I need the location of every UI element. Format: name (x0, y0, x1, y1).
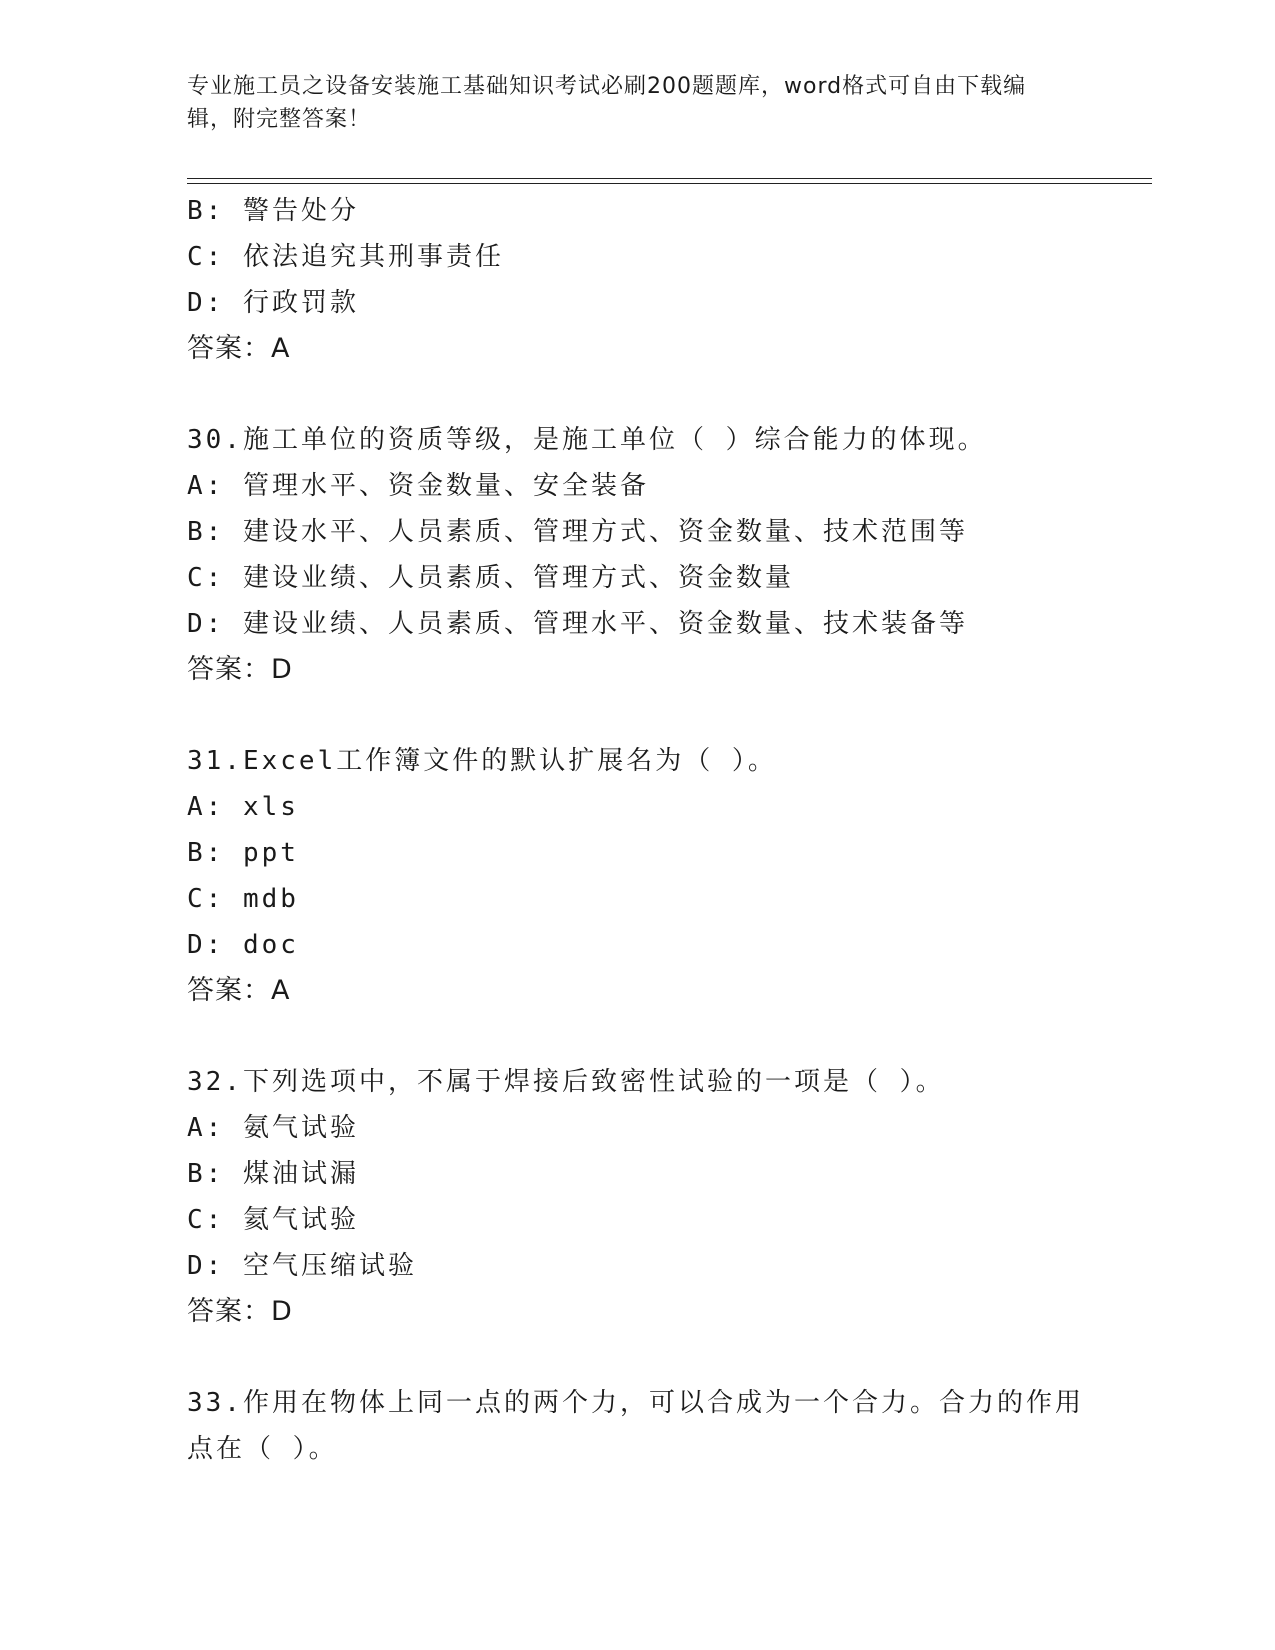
question-list (187, 188, 1147, 1472)
option-d: D: 行政罚款 (187, 288, 359, 318)
option-c: C: 氦气试验 (187, 1205, 359, 1235)
option-b: B: 煤油试漏 (187, 1159, 359, 1189)
header-rule-top (187, 178, 1152, 179)
option-c: C: 依法追究其刑事责任 (187, 242, 504, 272)
document-header: 专业施工员之设备安装施工基础知识考试必刷200题题库，word格式可自由下载编辑，附完整答案！ (187, 74, 1027, 132)
question-33 (187, 1380, 1147, 1472)
option-d: D: doc (187, 930, 299, 960)
header-rule-bottom (187, 183, 1152, 184)
question-stem: 33.作用在物体上同一点的两个力，可以合成为一个合力。合力的作用点在（ ）。 (187, 1388, 1084, 1464)
option-c: C: mdb (187, 884, 299, 914)
question-stem: 31.Excel工作簿文件的默认扩展名为（ ）。 (187, 746, 777, 776)
question-stem: 32.下列选项中，不属于焊接后致密性试验的一项是（ ）。 (187, 1067, 945, 1097)
option-b: B: 建设水平、人员素质、管理方式、资金数量、技术范围等 (187, 517, 968, 547)
option-b: B: 警告处分 (187, 196, 359, 226)
question-32 (187, 1059, 1147, 1335)
option-d: D: 空气压缩试验 (187, 1251, 417, 1281)
option-b: B: ppt (187, 838, 299, 868)
question-30 (187, 417, 1147, 693)
option-a: A: xls (187, 792, 299, 822)
answer: 答案：A (187, 333, 291, 364)
answer: 答案：A (187, 975, 291, 1006)
answer: 答案：D (187, 1296, 293, 1327)
option-d: D: 建设业绩、人员素质、管理水平、资金数量、技术装备等 (187, 609, 968, 639)
option-a: A: 氨气试验 (187, 1113, 359, 1143)
option-c: C: 建设业绩、人员素质、管理方式、资金数量 (187, 563, 794, 593)
question-29 (187, 188, 1147, 372)
question-stem: 30.施工单位的资质等级，是施工单位（ ）综合能力的体现。 (187, 425, 987, 455)
option-a: A: 管理水平、资金数量、安全装备 (187, 471, 649, 501)
question-31 (187, 738, 1147, 1014)
answer: 答案：D (187, 654, 293, 685)
